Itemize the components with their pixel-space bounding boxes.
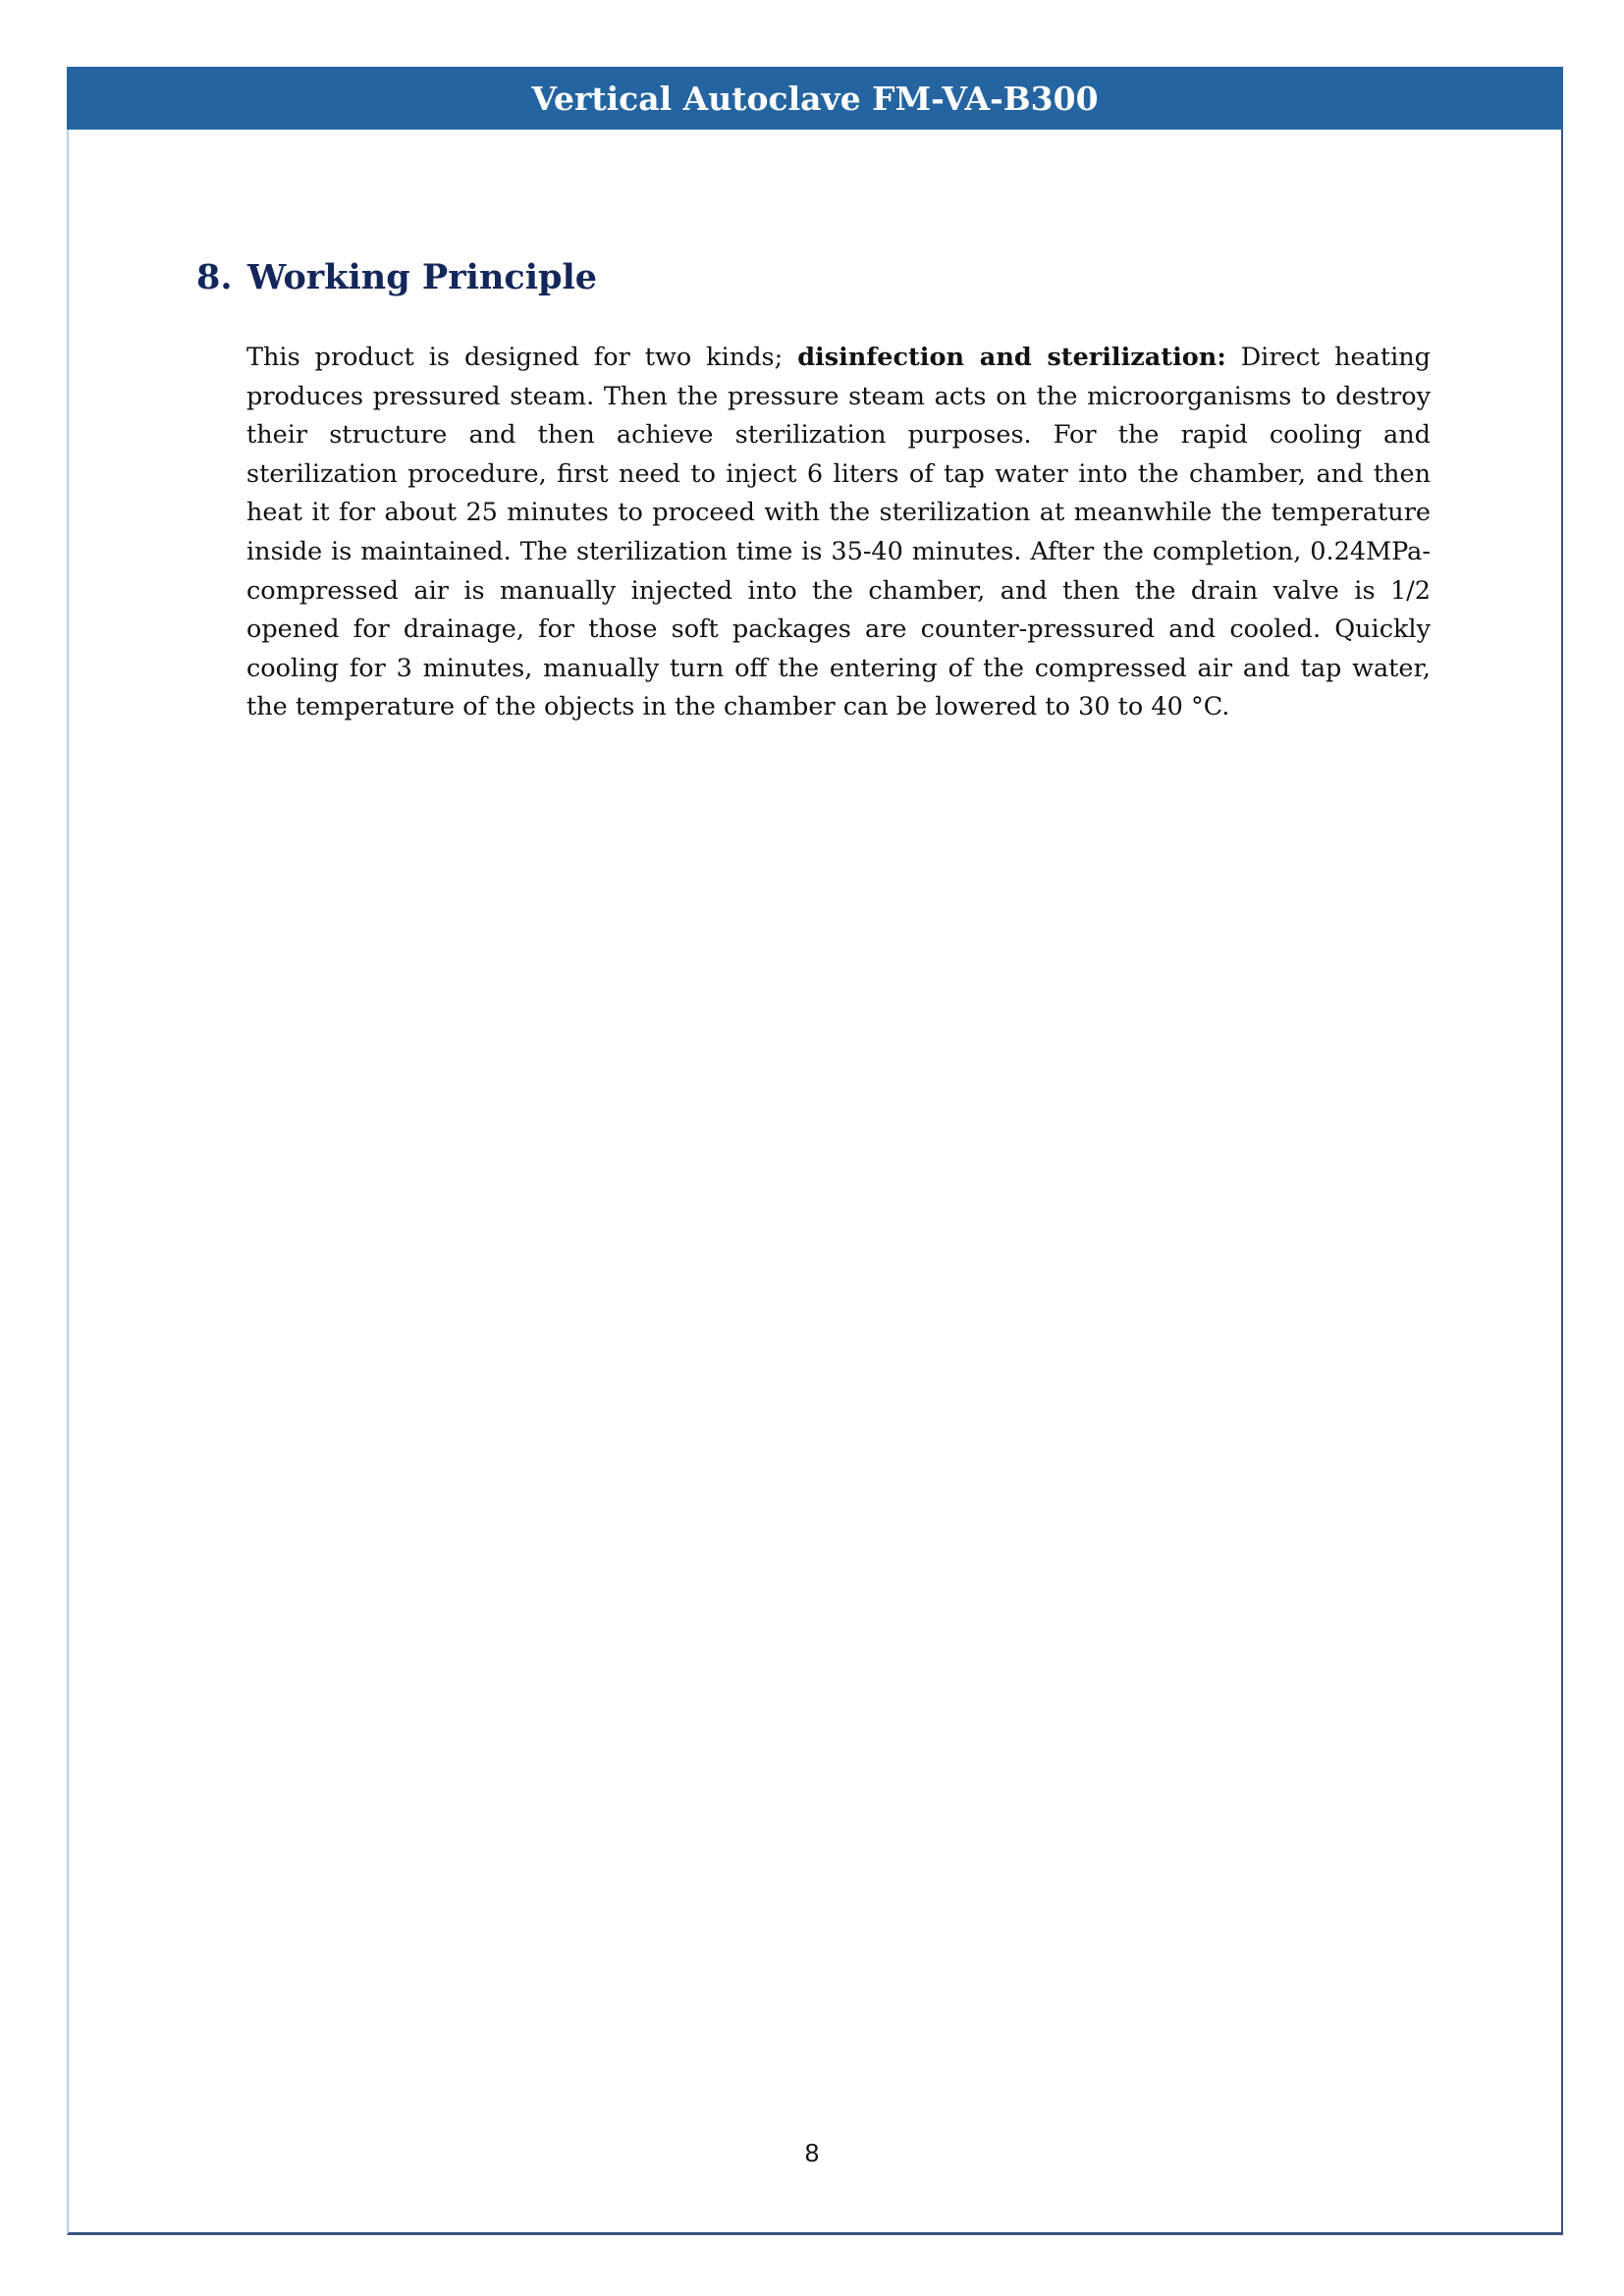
section-number: 8. [196,257,233,297]
section-title: Working Principle [247,257,598,297]
document-header-bar [67,67,1563,130]
paragraph-bold-term: disinfection and sterilization: [797,343,1226,372]
section-heading [196,257,597,297]
paragraph-intro: This product is designed for two kinds; [246,343,798,372]
paragraph-body: Direct heating produces pressured steam. Then the pressure steam acts on the microorganisms to destroy their structure and then achieve sterilization purposes. For the rapid cooling and sterilization procedure, first need to inject 6 liters of tap water into the chamber, and then heat it for about 25 minutes to proceed with the sterilization at meanwhile the temperature inside is maintained. The sterilization time is 35-40 minutes. After the completion, 0.24MPa-compressed air is manually injected into the chamber, and then the drain valve is 1/2 opened for drainage, for those soft packages are counter-pressured and cooled. Quickly cooling for 3 minutes, manually turn off the entering of the compressed air and tap water, the temperature of the objects in the chamber can be lowered to 30 to 40 °C. [246,343,1431,722]
document-title: Vertical Autoclave FM-VA-B300 [531,79,1099,118]
section-paragraph [246,339,1431,727]
page-number: 8 [804,2138,820,2167]
